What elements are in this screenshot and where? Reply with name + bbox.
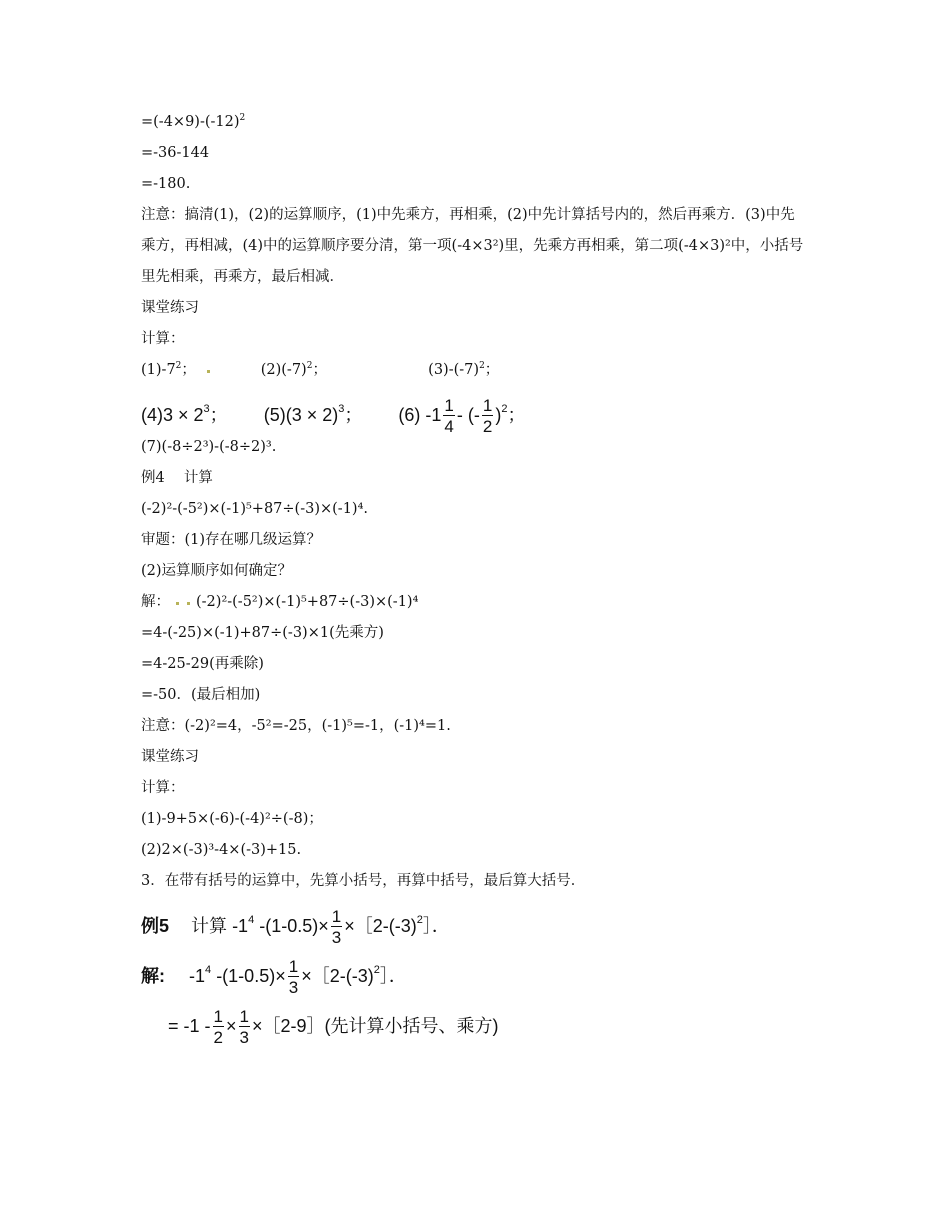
practice-row-2 [141, 396, 525, 435]
calc-line-3: =-180. [141, 176, 191, 192]
problem-1: $(1)-7^2$； [141, 361, 196, 378]
problem-6: (6) -1 $\frac{1}{4}$ - (- $\frac{1}{2}$ )$^2$； [398, 396, 526, 437]
fraction-one-half: $\frac{1}{2}$ [482, 396, 493, 437]
dot-mark [207, 370, 210, 373]
fraction-one-half: $\frac{1}{2}$ [213, 1007, 223, 1048]
problem-4: $(4)3 \times 2^3$； [141, 403, 228, 425]
practice-2-problem-2: (2)2×(-3)³-4×(-3)+15. [141, 842, 302, 858]
example-4-expression: (-2)²-(-5²)×(-1)⁵+87÷(-3)×(-1)⁴. [141, 501, 369, 517]
fraction-one-third: $\frac{1}{3}$ [239, 1007, 249, 1048]
practice-title-1: 课堂练习 [141, 300, 199, 316]
fraction-one-quarter: $\frac{1}{4}$ [444, 396, 454, 437]
problem-7: (7)(-8÷2³)-(-8÷2)³. [141, 439, 277, 455]
practice-label-2: 计算： [141, 780, 185, 796]
dot-mark [176, 602, 179, 605]
note-2: 注意：(-2)²=4，-5²=-25，(-1)⁵=-1，(-1)⁴=1. [141, 718, 451, 734]
example-5-step-1: = -1 - $\frac{1}{2}$ × $\frac{1}{3}$ ×［2-9］(先计算小括号、乘方) [168, 1007, 499, 1048]
review-question-1: 审题：(1)存在哪几级运算？ [141, 532, 322, 548]
calc-line-1-text: =(-4×9)-(-12) [141, 114, 240, 130]
dot-mark [187, 602, 190, 605]
practice-title-2: 课堂练习 [141, 749, 199, 765]
solution-step-3: =-50．(最后相加) [141, 687, 261, 703]
solution-expression: (-2)²-(-5²)×(-1)⁵+87÷(-3)×(-1)⁴ [196, 594, 419, 610]
problem-3: $(3)-(-7)^2$； [428, 361, 500, 378]
example-4-title: 例4 计算 [141, 470, 213, 486]
solution-step-1: =4-(-25)×(-1)+87÷(-3)×1(先乘方) [141, 625, 384, 641]
problem-5: $(5)(3 \times 2)^3$； [263, 403, 363, 425]
example-5-calc-label: 计算 [191, 916, 228, 936]
solution-line [141, 592, 418, 612]
fraction-one-third: $\frac{1}{3}$ [288, 957, 299, 998]
review-question-2: (2)运算顺序如何确定？ [141, 563, 293, 579]
problem-2: $(2)(-7)^2$； [260, 361, 327, 378]
calc-line-2: =-36-144 [141, 145, 210, 161]
solution-step-2: =4-25-29(再乘除) [141, 656, 264, 672]
rule-3: 3．在带有括号的运算中，先算小括号，再算中括号，最后算大括号． [141, 873, 586, 889]
practice-row-1 [141, 360, 499, 380]
fraction-one-third: $\frac{1}{3}$ [331, 907, 342, 948]
exponent: 2 [239, 113, 246, 123]
solution-5-label: 解: [141, 966, 165, 986]
practice-label-1: 计算： [141, 331, 185, 347]
calc-line-1 [141, 112, 245, 132]
practice-2-problem-1: (1)-9+5×(-6)-(-4)²÷(-8)； [141, 811, 323, 827]
example-5-title: 例5 [141, 916, 170, 936]
solution-label: 解： [141, 594, 170, 610]
example-5-solution: 解: $-1^4$ -(1-0.5)× $\frac{1}{3}$ $\times[2-(-3)^2]$． [141, 957, 407, 998]
note-paragraph-1: 注意：搞清(1)，(2)的运算顺序，(1)中先乘方，再相乘，(2)中先计算括号内的，然后再乘方．(3)中先乘方，再相减，(4)中的运算顺序要分清，第一项(-4×3²)里，先乘方再相乘，第二项(-4×3)²中，小括号里先相乘，再乘方，最后相减． [141, 207, 804, 285]
example-5-line: 例5 计算 $-1^4$ -(1-0.5)× $\frac{1}{3}$ $\times[2-(-3)^2]$． [141, 907, 450, 948]
